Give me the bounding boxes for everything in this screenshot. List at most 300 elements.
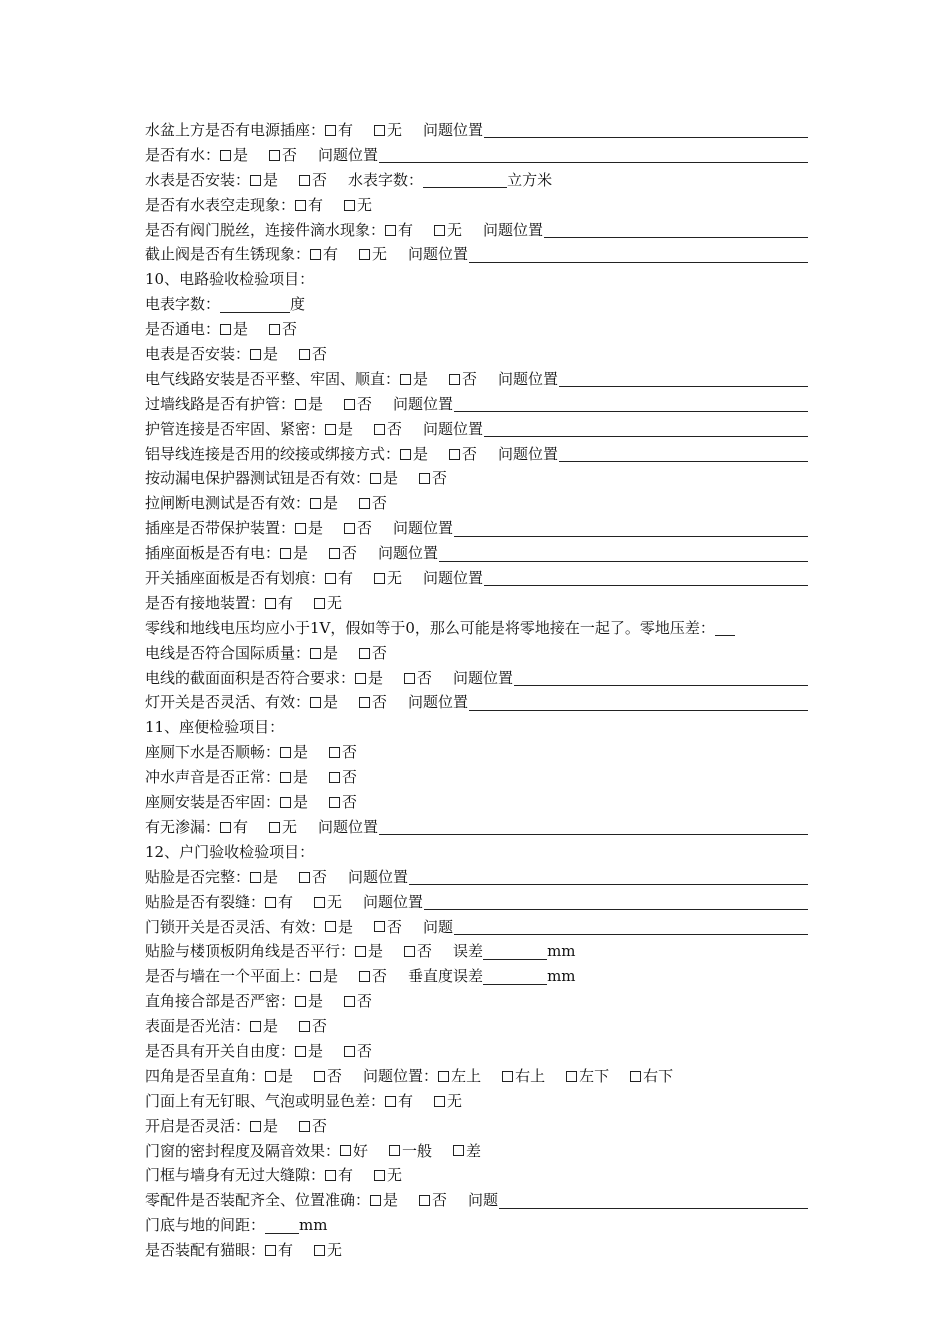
checkbox-icon[interactable] [389,1145,400,1156]
checkbox-label: 是 [308,394,324,413]
checkbox-option[interactable] [344,193,372,218]
question-text: 开关插座面板是否有划痕： [145,569,326,588]
checkbox-icon[interactable] [404,673,415,684]
checkbox-label: 有 [338,569,354,588]
checkbox-icon[interactable] [453,1145,464,1156]
checkbox-icon[interactable] [434,1096,445,1107]
checkbox-option[interactable] [280,740,308,765]
checkbox-option[interactable] [359,491,387,516]
checkbox-label: 是 [293,544,309,563]
checklist-row [145,417,808,442]
checkbox-icon[interactable] [265,598,276,609]
question-text: 门底与地的间距： [145,1216,266,1235]
question-text: 门框与墙身有无过大缝隙： [145,1166,326,1185]
checkbox-icon[interactable] [295,1046,306,1057]
checkbox-icon[interactable] [344,996,355,1007]
question-text: 门窗的密封程度及隔音效果： [145,1141,341,1160]
checklist-row [145,989,808,1014]
checkbox-label: 有 [278,892,294,911]
checkbox-label: 左上 [451,1066,482,1085]
checkbox-icon[interactable] [314,897,325,908]
checkbox-option[interactable] [359,242,387,267]
question-text: 是否有阀门脱丝，连接件滴水现象： [145,220,386,239]
unit-label: 度 [290,295,306,314]
checkbox-icon[interactable] [269,822,280,833]
checkbox-option[interactable] [449,367,477,392]
question-text: 电气线路安装是否平整、牢固、顺直： [145,369,401,388]
checkbox-option[interactable] [344,516,372,541]
checkbox-option[interactable] [434,1089,462,1114]
checkbox-option[interactable] [310,491,338,516]
checkbox-option[interactable] [220,317,248,342]
checkbox-option[interactable] [269,815,297,840]
checkbox-icon[interactable] [310,697,321,708]
checklist-row [145,641,808,666]
checkbox-option[interactable] [400,442,428,467]
blank-field[interactable] [483,944,547,960]
checkbox-label: 有 [323,245,339,264]
checkbox-label: 否 [312,170,328,189]
fill-line[interactable] [484,122,808,138]
checkbox-icon[interactable] [295,399,306,410]
checkbox-label: 否 [282,320,298,339]
blank-field[interactable] [265,1218,299,1234]
checkbox-icon[interactable] [329,772,340,783]
checkbox-option[interactable] [295,193,323,218]
checkbox-icon[interactable] [280,548,291,559]
checklist-row [145,1089,808,1114]
checkbox-option[interactable] [434,218,462,243]
checkbox-icon[interactable] [385,225,396,236]
checkbox-icon[interactable] [359,249,370,260]
checkbox-icon[interactable] [344,200,355,211]
checkbox-option[interactable] [310,690,338,715]
checkbox-option[interactable] [329,740,357,765]
checkbox-option[interactable] [310,964,338,989]
checkbox-icon[interactable] [344,523,355,534]
checkbox-option[interactable] [389,1139,432,1164]
checkbox-option[interactable] [400,367,428,392]
fill-line[interactable] [484,421,808,437]
checkbox-icon[interactable] [359,697,370,708]
checkbox-icon[interactable] [374,921,385,932]
checkbox-option[interactable] [265,591,293,616]
checkbox-icon[interactable] [269,324,280,335]
checkbox-label: 否 [432,1191,448,1210]
checkbox-icon[interactable] [220,324,231,335]
checkbox-icon[interactable] [299,1021,310,1032]
checkbox-label: 否 [387,917,403,936]
fill-line[interactable] [499,1193,808,1209]
question-text: 四角是否呈直角： [145,1066,266,1085]
fill-line[interactable] [484,570,808,586]
checkbox-option[interactable] [370,466,398,491]
checkbox-icon[interactable] [314,1071,325,1082]
question-text: 是否与墙在一个平面上： [145,967,311,986]
checkbox-option[interactable] [299,168,327,193]
checkbox-label: 是 [308,992,324,1011]
checkbox-option[interactable] [295,516,323,541]
checkbox-label: 是 [323,494,339,513]
checkbox-icon[interactable] [359,971,370,982]
fill-line[interactable] [454,919,808,935]
checkbox-label: 是 [293,768,309,787]
checkbox-icon[interactable] [434,225,445,236]
checkbox-icon[interactable] [295,996,306,1007]
checkbox-option[interactable] [359,690,387,715]
checkbox-option[interactable] [385,218,413,243]
checkbox-option[interactable] [250,168,278,193]
checkbox-icon[interactable] [400,374,411,385]
checkbox-label: 是 [278,1066,294,1085]
question-text: 灯开关是否灵活、有效： [145,693,311,712]
checkbox-option[interactable] [295,989,323,1014]
checkbox-icon[interactable] [329,548,340,559]
checkbox-icon[interactable] [370,1195,381,1206]
checkbox-option[interactable] [280,541,308,566]
checkbox-label: 无 [372,245,388,264]
checkbox-option[interactable] [310,641,338,666]
checklist-row [145,591,808,616]
checkbox-icon[interactable] [325,125,336,136]
checkbox-label: 否 [357,992,373,1011]
checkbox-option[interactable] [295,1039,323,1064]
checkbox-option[interactable] [265,1238,293,1263]
checkbox-icon[interactable] [400,449,411,460]
field-label: 问题位置 [348,867,409,886]
field-label: 问题位置 [498,444,559,463]
checkbox-option[interactable] [566,1064,609,1089]
question-text: 有无渗漏： [145,817,221,836]
checkbox-icon[interactable] [566,1071,577,1082]
checkbox-option[interactable] [269,143,297,168]
checkbox-icon[interactable] [374,424,385,435]
checkbox-option[interactable] [438,1064,481,1089]
checkbox-option[interactable] [299,342,327,367]
checkbox-option[interactable] [404,939,432,964]
checkbox-icon[interactable] [329,747,340,758]
question-text: 水盆上方是否有电源插座： [145,121,326,139]
checkbox-option[interactable] [359,641,387,666]
fill-line[interactable] [469,695,808,711]
checkbox-option[interactable] [355,939,383,964]
checkbox-option[interactable] [265,1064,293,1089]
blank-field[interactable] [423,172,507,188]
question-text: 是否装配有猫眼： [145,1241,266,1260]
checkbox-label: 否 [372,967,388,986]
checkbox-icon[interactable] [299,1121,310,1132]
fill-line[interactable] [379,819,808,835]
blank-field[interactable] [220,297,290,313]
checkbox-label: 无 [357,195,373,214]
fill-line[interactable] [454,521,808,537]
checkbox-label: 否 [417,668,433,687]
checkbox-label: 是 [323,967,339,986]
checkbox-label: 是 [413,369,429,388]
question-text: 10、电路验收检验项目： [145,270,315,289]
checkbox-option[interactable] [370,1188,398,1213]
checklist-row [145,118,808,143]
checkbox-icon[interactable] [265,897,276,908]
checkbox-label: 左下 [579,1066,610,1085]
checkbox-option[interactable] [325,118,353,143]
fill-line[interactable] [559,371,808,387]
checkbox-icon[interactable] [280,747,291,758]
fill-line[interactable] [559,446,808,462]
fill-line[interactable] [439,546,808,562]
checkbox-icon[interactable] [250,1121,261,1132]
checkbox-label: 是 [263,170,279,189]
checkbox-label: 是 [338,917,354,936]
checkbox-label: 否 [327,1066,343,1085]
checkbox-option[interactable] [374,1163,402,1188]
checkbox-icon[interactable] [325,921,336,932]
checkbox-option[interactable] [374,118,402,143]
question-text: 11、座便检验项目： [145,718,285,737]
checkbox-option[interactable] [325,417,353,442]
checkbox-label: 否 [312,1116,328,1135]
checkbox-option[interactable] [220,815,248,840]
checkbox-option[interactable] [299,1114,327,1139]
checkbox-option[interactable] [269,317,297,342]
checkbox-option[interactable] [250,1014,278,1039]
fill-line[interactable] [454,396,808,412]
checkbox-label: 好 [353,1141,369,1160]
checklist-row [145,1213,808,1238]
checkbox-label: 否 [372,643,388,662]
checkbox-icon[interactable] [340,1145,351,1156]
checkbox-icon[interactable] [359,648,370,659]
checklist-row [145,1114,808,1139]
checkbox-icon[interactable] [299,872,310,883]
checkbox-label: 是 [383,1191,399,1210]
checkbox-icon[interactable] [325,424,336,435]
checkbox-icon[interactable] [502,1071,513,1082]
checkbox-option[interactable] [280,790,308,815]
field-label: 垂直度误差 [408,967,484,986]
checkbox-option[interactable] [502,1064,545,1089]
fill-line[interactable] [544,222,808,238]
checkbox-label: 否 [372,693,388,712]
checklist-row [145,865,808,890]
checkbox-label: 无 [327,892,343,911]
fill-line[interactable] [379,147,808,163]
checkbox-option[interactable] [359,964,387,989]
checkbox-label: 否 [417,942,433,961]
fill-line[interactable] [409,869,808,885]
field-label: 问题位置 [423,569,484,588]
checkbox-icon[interactable] [265,1071,276,1082]
checkbox-option[interactable] [220,143,248,168]
checkbox-label: 否 [342,544,358,563]
checkbox-option[interactable] [329,790,357,815]
question-text: 贴脸与楼顶板阴角线是否平行： [145,942,356,961]
checkbox-icon[interactable] [280,797,291,808]
checkbox-icon[interactable] [295,200,306,211]
checkbox-icon[interactable] [310,249,321,260]
checklist-row [145,939,808,964]
checkbox-option[interactable] [344,392,372,417]
checklist-row [145,1238,808,1263]
checkbox-icon[interactable] [299,349,310,360]
checkbox-icon[interactable] [344,1046,355,1057]
checkbox-option[interactable] [280,765,308,790]
checkbox-option[interactable] [250,865,278,890]
checklist-row [145,442,808,467]
checkbox-icon[interactable] [374,125,385,136]
checkbox-option[interactable] [630,1064,673,1089]
checkbox-option[interactable] [385,1089,413,1114]
question-text: 插座面板是否有电： [145,544,281,563]
checkbox-option[interactable] [265,890,293,915]
checkbox-option[interactable] [295,392,323,417]
checkbox-label: 否 [357,394,373,413]
checkbox-option[interactable] [310,242,338,267]
checkbox-option[interactable] [314,1238,342,1263]
question-text: 按动漏电保护器测试钮是否有效： [145,469,371,488]
question-text: 12、户门验收检验项目： [145,842,315,861]
checkbox-icon[interactable] [250,175,261,186]
checkbox-icon[interactable] [344,399,355,410]
checkbox-icon[interactable] [419,1195,430,1206]
checkbox-option[interactable] [250,342,278,367]
checkbox-label: 有 [338,1166,354,1185]
fill-line[interactable] [514,670,808,686]
checkbox-icon[interactable] [314,1245,325,1256]
checkbox-icon[interactable] [269,150,280,161]
checkbox-option[interactable] [325,915,353,940]
checkbox-option[interactable] [449,442,477,467]
checkbox-icon[interactable] [449,374,460,385]
question-text: 门面上有无钉眼、气泡或明显色差： [145,1091,386,1110]
checkbox-option[interactable] [340,1139,368,1164]
checkbox-option[interactable] [314,1064,342,1089]
checkbox-icon[interactable] [310,971,321,982]
checkbox-option[interactable] [374,915,402,940]
checkbox-option[interactable] [404,666,432,691]
checklist-row [145,740,808,765]
checklist-row [145,715,808,740]
checkbox-option[interactable] [299,865,327,890]
checkbox-option[interactable] [419,466,447,491]
question-text: 电线是否符合国际质量： [145,643,311,662]
checkbox-label: 否 [342,768,358,787]
checkbox-icon[interactable] [310,648,321,659]
checkbox-icon[interactable] [265,1245,276,1256]
checklist-row [145,541,808,566]
checkbox-option[interactable] [314,591,342,616]
checkbox-icon[interactable] [355,946,366,957]
checkbox-label: 否 [462,444,478,463]
field-label: 问题位置 [453,668,514,687]
unit-label: 立方米 [507,170,553,189]
checkbox-icon[interactable] [404,946,415,957]
checkbox-icon[interactable] [325,1170,336,1181]
checkbox-option[interactable] [374,566,402,591]
checkbox-option[interactable] [329,765,357,790]
checkbox-icon[interactable] [374,1170,385,1181]
checkbox-label: 是 [263,1017,279,1036]
checkbox-icon[interactable] [355,673,366,684]
checklist-row [145,193,808,218]
checkbox-label: 有 [398,1091,414,1110]
checkbox-option[interactable] [344,1039,372,1064]
checkbox-label: 是 [368,668,384,687]
checkbox-icon[interactable] [630,1071,641,1082]
checkbox-option[interactable] [325,566,353,591]
checkbox-label: 有 [398,220,414,239]
checkbox-option[interactable] [374,417,402,442]
checkbox-option[interactable] [314,890,342,915]
checkbox-option[interactable] [453,1139,481,1164]
blank-field[interactable] [715,620,735,636]
checkbox-label: 无 [387,1166,403,1185]
checkbox-option[interactable] [250,1114,278,1139]
fill-line[interactable] [469,247,808,263]
checklist-row [145,491,808,516]
question-text: 零线和地线电压均应小于1V，假如等于0，那么可能是将零地接在一起了。零地压差： [145,618,715,637]
blank-field[interactable] [483,969,547,985]
checkbox-icon[interactable] [280,772,291,783]
checklist-row [145,690,808,715]
checkbox-label: 是 [308,519,324,538]
checkbox-option[interactable] [299,1014,327,1039]
checkbox-icon[interactable] [449,449,460,460]
checklist-row [145,1163,808,1188]
checkbox-icon[interactable] [310,498,321,509]
checkbox-icon[interactable] [314,598,325,609]
checkbox-icon[interactable] [325,573,336,584]
checkbox-icon[interactable] [220,150,231,161]
field-label: 问题位置 [483,220,544,239]
question-text: 过墙线路是否有护管： [145,394,296,413]
checkbox-icon[interactable] [438,1071,449,1082]
checkbox-icon[interactable] [250,872,261,883]
checkbox-label: 是 [293,743,309,762]
question-text: 截止阀是否有生锈现象： [145,245,311,264]
checkbox-label: 无 [327,593,343,612]
checkbox-option[interactable] [419,1188,447,1213]
question-text: 冲水声音是否正常： [145,768,281,787]
checkbox-icon[interactable] [329,797,340,808]
checkbox-option[interactable] [325,1163,353,1188]
field-label: 误差 [453,942,484,961]
checkbox-icon[interactable] [295,523,306,534]
checkbox-icon[interactable] [359,498,370,509]
checkbox-option[interactable] [344,989,372,1014]
checkbox-icon[interactable] [250,349,261,360]
checkbox-label: 否 [312,345,328,364]
checklist-row [145,566,808,591]
checkbox-option[interactable] [355,666,383,691]
checkbox-option[interactable] [329,541,357,566]
checkbox-label: 有 [338,121,354,139]
checkbox-icon[interactable] [299,175,310,186]
checklist-row [145,1064,808,1089]
question-text: 拉闸断电测试是否有效： [145,494,311,513]
question-text: 贴脸是否有裂缝： [145,892,266,911]
checkbox-icon[interactable] [370,473,381,484]
field-label: 问题 [468,1191,499,1210]
field-label: 问题位置 [408,693,469,712]
checkbox-icon[interactable] [220,822,231,833]
checkbox-icon[interactable] [250,1021,261,1032]
field-label: 问题位置 [318,145,379,164]
checkbox-icon[interactable] [385,1096,396,1107]
fill-line[interactable] [424,894,808,910]
checkbox-icon[interactable] [419,473,430,484]
checkbox-icon[interactable] [374,573,385,584]
